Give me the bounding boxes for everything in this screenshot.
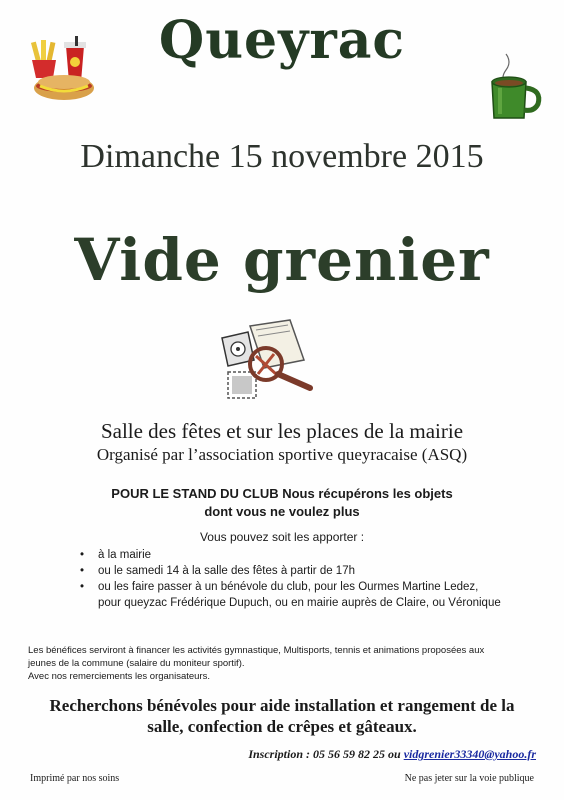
bullet-icon: • [80, 565, 85, 577]
town-title: Queyrac [158, 10, 406, 71]
dropoff-options-list [80, 547, 550, 611]
venue-text: Salle des fêtes et sur les places de la mairie [100, 419, 464, 443]
club-text-2: dont vous ne voulez plus [204, 504, 360, 519]
registration-contact [248, 747, 536, 762]
list-item-continuation: pour queyzac Frédérique Dupuch, ou en mairie auprès de Claire, ou Véronique [98, 597, 501, 609]
club-text: Nous récupérons les objets [282, 486, 453, 501]
bullet-icon: • [80, 581, 85, 593]
list-item: • ou le samedi 14 à la salle des fêtes à partir de 17h [80, 565, 355, 577]
list-item: • ou les faire passer à un bénévole du club, pour les Ourmes Martine Ledez, [80, 581, 479, 593]
club-lead: POUR LE STAND DU CLUB [111, 486, 279, 501]
organizer-text: Organisé par l’association sportive queyracaise (ASQ) [96, 445, 468, 464]
registration-label: Inscription : 05 56 59 82 25 ou [248, 747, 401, 761]
collection-illustration-icon [220, 316, 316, 408]
club-stand-notice [40, 485, 524, 521]
benefits-text: Les bénéfices serviront à financer les activités gymnastique, Multisports, tennis et animations proposées aux jeunes de la commune (salaire du moniteur sportif). Avec nos remerciements les organisateurs. [28, 645, 485, 682]
event-date: Dimanche 15 novembre 2015 [80, 138, 484, 175]
list-item: • à la mairie [80, 549, 152, 561]
footer-disclaimer: Ne pas jeter sur la voie publique [404, 773, 534, 784]
volunteers-call: Recherchons bénévoles pour aide installation et rangement de la salle, confection de crêpes et gâteaux. [49, 696, 515, 736]
event-title: Vide grenier [74, 226, 490, 294]
bring-instructions: Vous pouvez soit les apporter : [199, 530, 365, 544]
email-link[interactable]: vidgrenier33340@yahoo.fr [403, 747, 536, 761]
footer-printed: Imprimé par nos soins [30, 773, 120, 784]
bullet-icon: • [80, 549, 85, 561]
